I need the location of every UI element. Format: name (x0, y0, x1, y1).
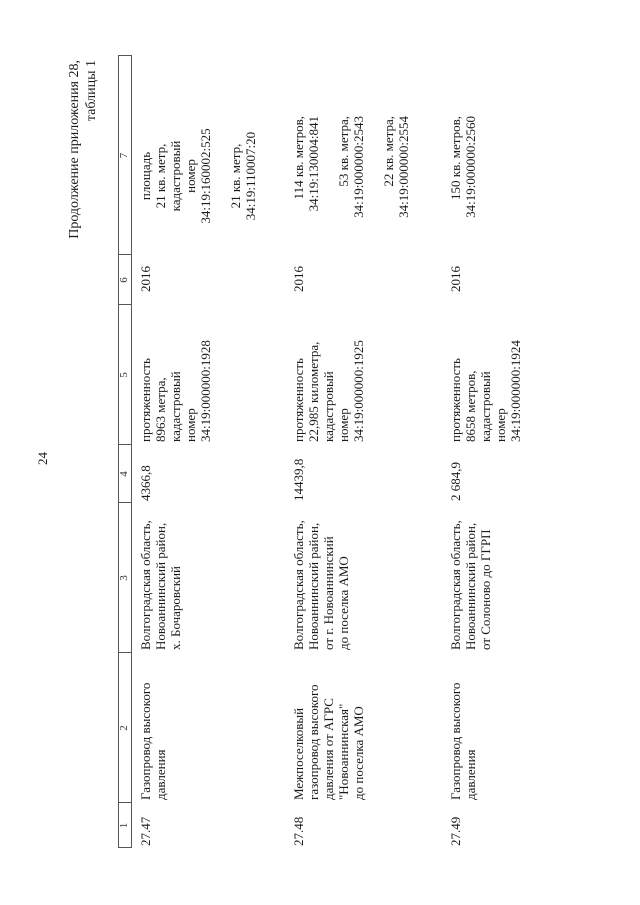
row-address: Волгоградская область, Новоаннинский район, х. Бочаровский (138, 520, 183, 650)
header-col-2: 2 (118, 725, 130, 731)
row-number: 27.48 (291, 816, 306, 846)
row-address: Волгоградская область, Новоаннинский район, от г. Новоаннинский до поселка АМО (291, 520, 351, 650)
row-length: протяженность 8963 метра, кадастровый номер 34:19:000000:1928 (138, 340, 213, 442)
header-bottom-rule (131, 55, 132, 848)
data-table (118, 55, 618, 848)
row-year: 2016 (448, 266, 463, 292)
row-area: 114 кв. метров, 34:19:130004:841 53 кв. метра, 34:19:000000:2543 22 кв. метра, 34:19:000000:2554 (291, 116, 411, 218)
header-col-1: 1 (118, 822, 130, 829)
row-name: Газопровод высокого давления (138, 682, 168, 800)
page-number: 24 (35, 452, 50, 465)
header-col-5: 5 (118, 372, 130, 378)
row-number: 27.49 (448, 816, 463, 846)
row-value: 2 684,9 (448, 462, 463, 501)
row-number: 27.47 (138, 816, 153, 846)
row-value: 14439,8 (291, 458, 306, 501)
row-address: Волгоградская область, Новоаннинский район, от Солоново до ГГРП (448, 520, 493, 650)
row-length: протяженность 22,985 километра, кадастровый номер 34:19:000000:1925 (291, 340, 366, 442)
caption-line-2: таблицы 1 (84, 60, 99, 122)
row-area: площадь 21 кв. метр, кадастровый номер 34:19:160002:525 21 кв. метр, 34:19:110007:20 (138, 128, 258, 224)
header-col-3: 3 (118, 575, 130, 581)
header-col-4: 4 (118, 471, 130, 477)
caption-line-1: Продолжение приложения 28, (67, 60, 82, 239)
header-col-7: 7 (118, 152, 130, 159)
row-name: Газопровод высокого давления (448, 682, 478, 800)
row-year: 2016 (138, 266, 153, 292)
row-length: протяженность 8658 метров, кадастровый номер 34:19:000000:1924 (448, 340, 523, 442)
row-year: 2016 (291, 266, 306, 292)
table-caption (66, 60, 100, 239)
row-value: 4366,8 (138, 465, 153, 501)
header-col-6: 6 (118, 277, 130, 283)
row-name: Межпоселковый газопровод высокого давления от АГРС "Новоаннинская" до поселка АМО (291, 684, 366, 800)
row-area: 150 кв. метров, 34:19:000000:2560 (448, 116, 478, 218)
